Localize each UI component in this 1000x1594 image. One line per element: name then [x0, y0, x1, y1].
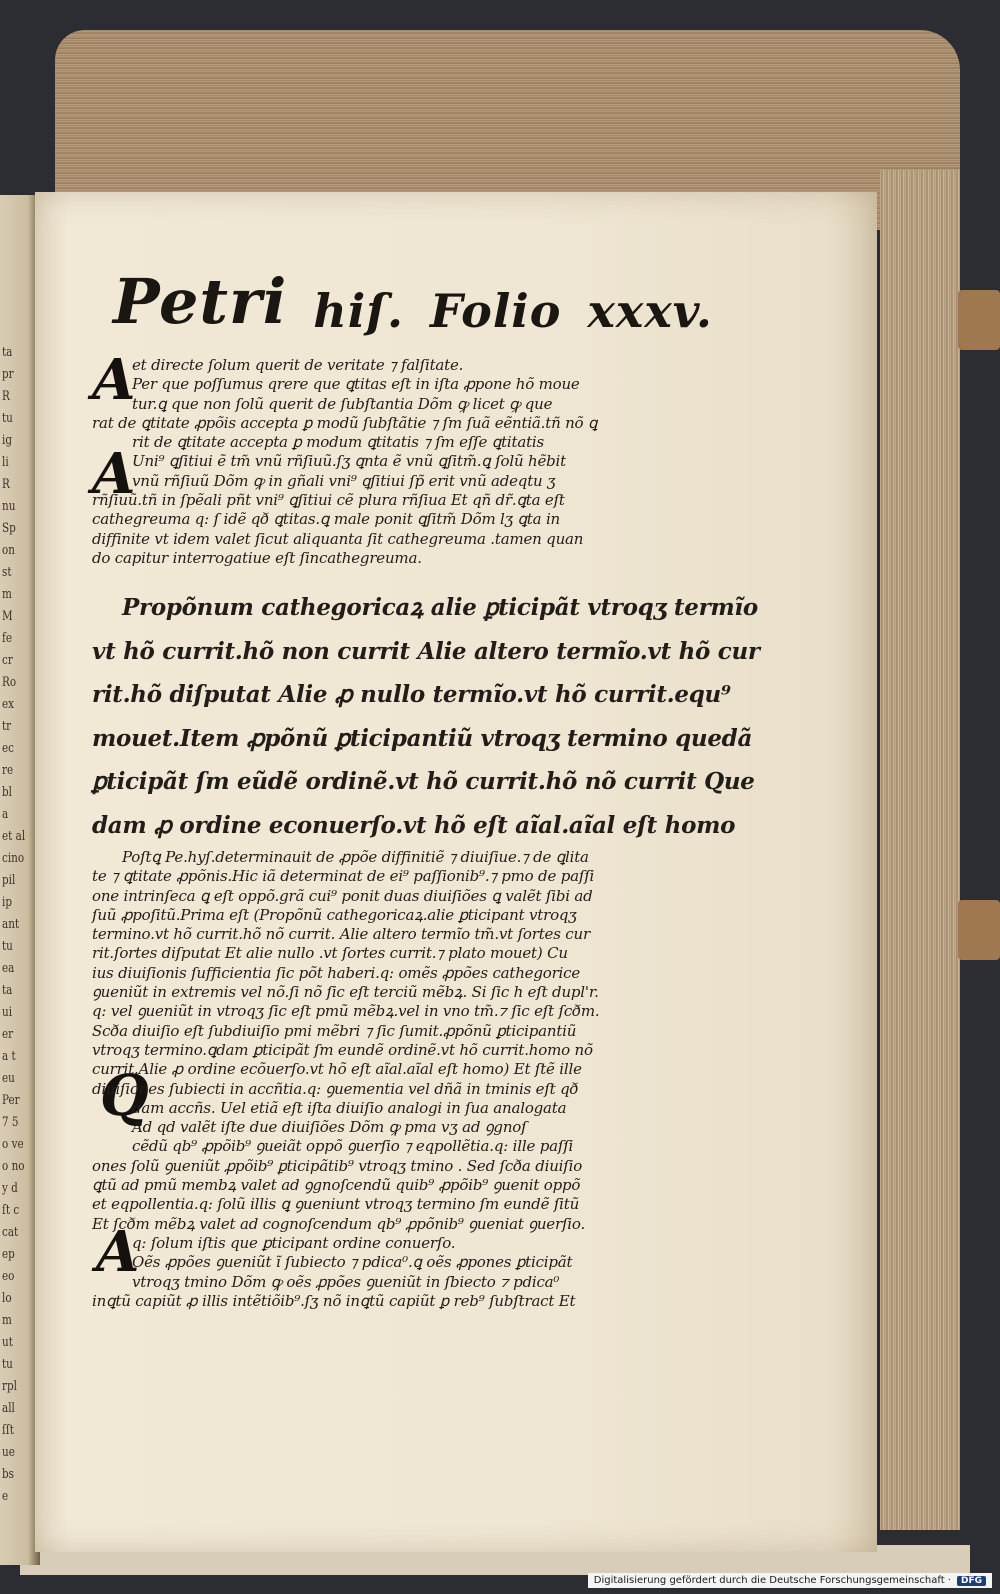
facing-page-text: er — [2, 1027, 14, 1042]
facing-page-text: ep — [2, 1247, 15, 1262]
facing-page-text: o no — [2, 1159, 25, 1174]
initial-letter: A — [92, 347, 136, 413]
facing-page-text: all — [2, 1401, 15, 1416]
facing-page-text: cat — [2, 1225, 19, 1240]
text-line: rit.ſortes diſputat Et alie nullo .vt ſortes currit.⁊ plato mouet) Cu — [92, 944, 568, 963]
paragraph-text-heading — [92, 586, 760, 847]
facing-page-text: eo — [2, 1269, 15, 1284]
text-line: Et ſcðm mẽbꝝ valet ad cognoſcendum qb⁹ ꝓpõnib⁹ ꝯueniat ꝯuerſio. — [92, 1214, 586, 1233]
facing-page-text: ut — [2, 1335, 13, 1350]
facing-page-text: ant — [2, 917, 20, 932]
text-line: vtroqʒ termino.ꝗdam ꝑticipãt ſm eundẽ ordinẽ.vt hõ currit.homo nõ — [92, 1040, 593, 1059]
facing-page-text: M — [2, 609, 13, 624]
text-line: ꝯueniũt in extremis vel nõ.ſi nõ ſic eſt terciũ mẽbꝝ. Si ſic h eſt dupl'r. — [92, 983, 599, 1002]
facing-page-text: lo — [2, 1291, 12, 1306]
text-line: Ad qd valẽt iſte due diuiſiões Dõm ꝙ pma vʒ ad ꝯgnoſ — [132, 1118, 527, 1137]
text-line: do capitur interrogatiue eſt ſincathegreuma. — [92, 548, 422, 567]
book-fore-edge — [880, 170, 960, 1530]
text-line: vnũ rñſiuũ Dõm ꝙ in gñali vni⁹ ꝗſitiui ſp̃ erit vnũ adeqtu ʒ — [132, 471, 556, 490]
facing-page-text: e — [2, 1489, 9, 1504]
facing-page-text: tu — [2, 411, 13, 426]
facing-page-text: eu — [2, 1071, 15, 1086]
text-line: Scða diuiſio eſt ſubdiuiſio pmi mẽbri ⁊ ſic ſumit.ꝓpõnũ ꝑticipantiũ — [92, 1021, 577, 1040]
facing-page-text: ta — [2, 345, 13, 360]
initial-letter: A — [96, 1219, 140, 1285]
text-line: rñſiuũ.tñ in ſpẽali pñt vni⁹ ꝗſitiui cẽ plura rñſiua Et qñ dr̃.ꝗta eſt — [92, 491, 565, 510]
text-line: vt hõ currit.hõ non currit Alie altero termĩo.vt hõ cur — [92, 637, 760, 665]
text-line: rit de ꝗtitate accepta ꝑ modum ꝗtitatis ⁊ ſm eſſe ꝗtitatis — [132, 433, 545, 452]
text-line: ones ſolũ ꝯueniũt ꝓpõib⁹ ꝑticipãtib⁹ vtroqʒ tmino . Sed ſcða diuiſio — [92, 1156, 583, 1175]
text-line: mouet.Item ꝓpõnũ ꝑticipantiũ vtroqʒ termino quedã — [92, 724, 753, 752]
text-line: diuiſiones ſubiecti in accñtia.q: ꝯuementia vel dñã in tminis eſt qð — [92, 1079, 579, 1098]
facing-page-text: ea — [2, 961, 15, 976]
facing-page-text: a — [2, 807, 9, 822]
running-head-word: Petri — [113, 265, 288, 338]
text-line: et eqpollentia.q: ſolũ illis ꝗ ꝯueniunt vtroqʒ termino ſm eundẽ ſitũ — [92, 1195, 580, 1214]
text-line: Oẽs ꝓpões ꝯueniũt ĩ ſubiecto ⁊ pdica⁰.ꝗ oẽs ꝓpones ꝑticipãt — [132, 1253, 573, 1272]
text-line: ꝑticipãt ſm eũdẽ ordinẽ.vt hõ currit.hõ nõ currit Que — [92, 768, 755, 795]
facing-page-text: tu — [2, 1357, 13, 1372]
text-line: vtroqʒ tmino Dõm ꝙ oẽs ꝓpões ꝯueniũt in ſbiecto ⁊ pdica⁰ — [132, 1272, 560, 1291]
facing-page-text: a t — [2, 1049, 16, 1064]
facing-page-text: et al — [2, 829, 26, 844]
facing-page-text: Ro — [2, 675, 17, 690]
text-line: rit.hõ diſputat Alie ꝓ nullo termĩo.vt hõ currit.equ⁹ — [92, 681, 731, 708]
paragraph-1 — [92, 356, 662, 568]
text-line: Per que poſſumus qrere que ꝗtitas eſt in iſta ꝓpone hõ moue — [132, 375, 580, 394]
running-head — [113, 265, 713, 338]
text-line: one intrinſeca ꝗ eſt oppõ.grã cui⁹ ponit duas diuiſiões ꝗ valẽt ſibi ad — [92, 886, 593, 905]
facing-page-text: Sp — [2, 521, 16, 536]
running-head-word: xxxv. — [587, 284, 713, 338]
facing-page-text: ta — [2, 983, 13, 998]
text-line: ꝗtũ ad pmũ membꝝ valet ad ꝯgnoſcendũ quib⁹ ꝓpõib⁹ ꝯuenit oppõ — [92, 1176, 581, 1195]
running-head-word: Folio — [430, 284, 562, 338]
facing-page-text: 7 5 — [2, 1115, 19, 1130]
facing-page-text: tu — [2, 939, 13, 954]
facing-page-text: m — [2, 1313, 12, 1328]
facing-page-text: m — [2, 587, 12, 602]
facing-page-text: li — [2, 455, 9, 470]
text-line: q: ſolum iſtis que ꝑticipant ordine conuerſo. — [132, 1233, 456, 1252]
clasp-strap-upper — [958, 290, 1000, 350]
facing-page-text: tr — [2, 719, 12, 734]
facing-page-text: R — [2, 477, 10, 492]
clasp-strap-lower — [958, 900, 1000, 960]
text-line: currit.Alie ꝓ ordine ecõuerſo.vt hõ eſt aĩal.aĩal eſt homo) Et ſtẽ ille — [92, 1060, 582, 1079]
facing-page-text: ui — [2, 1005, 13, 1020]
facing-page-text: ſt c — [2, 1203, 20, 1218]
text-line: cẽdũ qb⁹ ꝓpõib⁹ ꝯueiãt oppõ ꝯuerſio ⁊ eqpollẽtia.q: ille paſſi — [132, 1137, 574, 1156]
text-line: te ⁊ ꝗtitate ꝓpõnis.Hic iã determinat de ei⁹ paſſionib⁹.⁊ pmo de paſſi — [92, 867, 595, 886]
text-line: et directe ſolum querit de veritate ⁊ falſitate. — [132, 356, 464, 374]
running-head-word: hiſ. — [313, 284, 404, 338]
facing-page-text: fe — [2, 631, 13, 646]
facing-page-text: st — [2, 565, 12, 580]
facing-page-text: cino — [2, 851, 25, 866]
facing-page-text: bl — [2, 785, 12, 800]
text-line: Propõnum cathegoricaꝝ alie ꝑticipãt vtroqʒ termĩo — [122, 594, 758, 621]
initial-letter: A — [92, 441, 136, 507]
text-line: dam ꝓ ordine econuerſo.vt hõ eſt aĩal.aĩal eſt homo — [92, 811, 736, 839]
text-line: ſuũ ꝓpoſitũ.Prima eſt (Propõnũ cathegoricaꝝ.alie ꝑticipant vtroqʒ — [92, 905, 577, 924]
facing-page-text: ſſt — [2, 1423, 14, 1438]
facing-page-text: R — [2, 389, 10, 404]
text-line: tur.ꝗ que non ſolũ querit de ſubſtantia Dõm ꝙ licet ꝙ que — [132, 394, 553, 413]
facing-page-text: nu — [2, 499, 16, 514]
facing-page-text: ec — [2, 741, 14, 756]
text-line: inꝗtũ capiũt ꝓ illis intẽtiõib⁹.ſʒ nõ inꝗtũ capiũt ꝑ reb⁹ ſubſtract Et — [92, 1291, 576, 1310]
text-line: Poſtꝗ Pe.hyſ.determinauit de ꝓpõe diffinitiẽ ⁊ diuiſiue.⁊ de ꝗlita — [122, 848, 589, 866]
facing-page-text: y d — [2, 1181, 18, 1196]
text-line: q: vel ꝯueniũt in vtroqʒ ſic eſt pmũ mẽbꝝ.vel in vno tm̃.⁊ ſic eſt ſcðm. — [92, 1002, 600, 1021]
facing-page-text: o ve — [2, 1137, 24, 1152]
facing-page-text: rpl — [2, 1379, 17, 1394]
facing-page-text: ig — [2, 433, 12, 448]
facing-page-text: pil — [2, 873, 16, 888]
text-line: termino.vt hõ currit.hõ nõ currit. Alie altero termĩo tm̃.vt ſortes cur — [92, 925, 590, 944]
initial-letter: Q — [100, 1063, 149, 1129]
facing-page-fragment — [0, 195, 40, 1565]
facing-page-text: ex — [2, 697, 15, 712]
dfg-logo: DFG — [957, 1576, 986, 1586]
credit-text: Digitalisierung gefördert durch die Deutsche Forschungsgemeinschaft · — [593, 1575, 951, 1586]
facing-page-text: re — [2, 763, 14, 778]
text-line: Uni⁹ ꝗſitiui ẽ tm̃ vnũ rñſiuũ.ſʒ ꝗnta ẽ vnũ ꝗſitm̃.ꝗ ſolũ hẽbit — [132, 452, 566, 471]
facing-page-text: cr — [2, 653, 13, 668]
text-line: dam accñs. Uel etiã eſt iſta diuiſio analogi in ſua analogata — [132, 1098, 567, 1117]
text-line: rat de ꝗtitate ꝓpõis accepta ꝑ modũ ſubſtãtie ⁊ ſm ſuã eẽntiã.tñ nõ ꝗ — [92, 413, 598, 432]
text-line: cathegreuma q: ſ idẽ qð ꝗtitas.ꝗ male ponit ꝗſitm̃ Dõm lʒ ꝗta in — [92, 510, 561, 529]
facing-page-text: ue — [2, 1445, 15, 1460]
text-line: ius diuiſionis ſufficientia ſic põt haberi.q: omẽs ꝓpões cathegorice — [92, 963, 581, 982]
text-line: diffinite vt idem valet ſicut aliquanta ſit cathegreuma .tamen quan — [92, 529, 584, 548]
facing-page-text: pr — [2, 367, 14, 382]
facing-page-text: bs — [2, 1467, 14, 1482]
paragraph-2 — [92, 848, 662, 1311]
facing-page-text: Per — [2, 1093, 20, 1108]
digitization-credit — [588, 1573, 992, 1588]
facing-page-text: ip — [2, 895, 12, 910]
facing-page-text: on — [2, 543, 15, 558]
